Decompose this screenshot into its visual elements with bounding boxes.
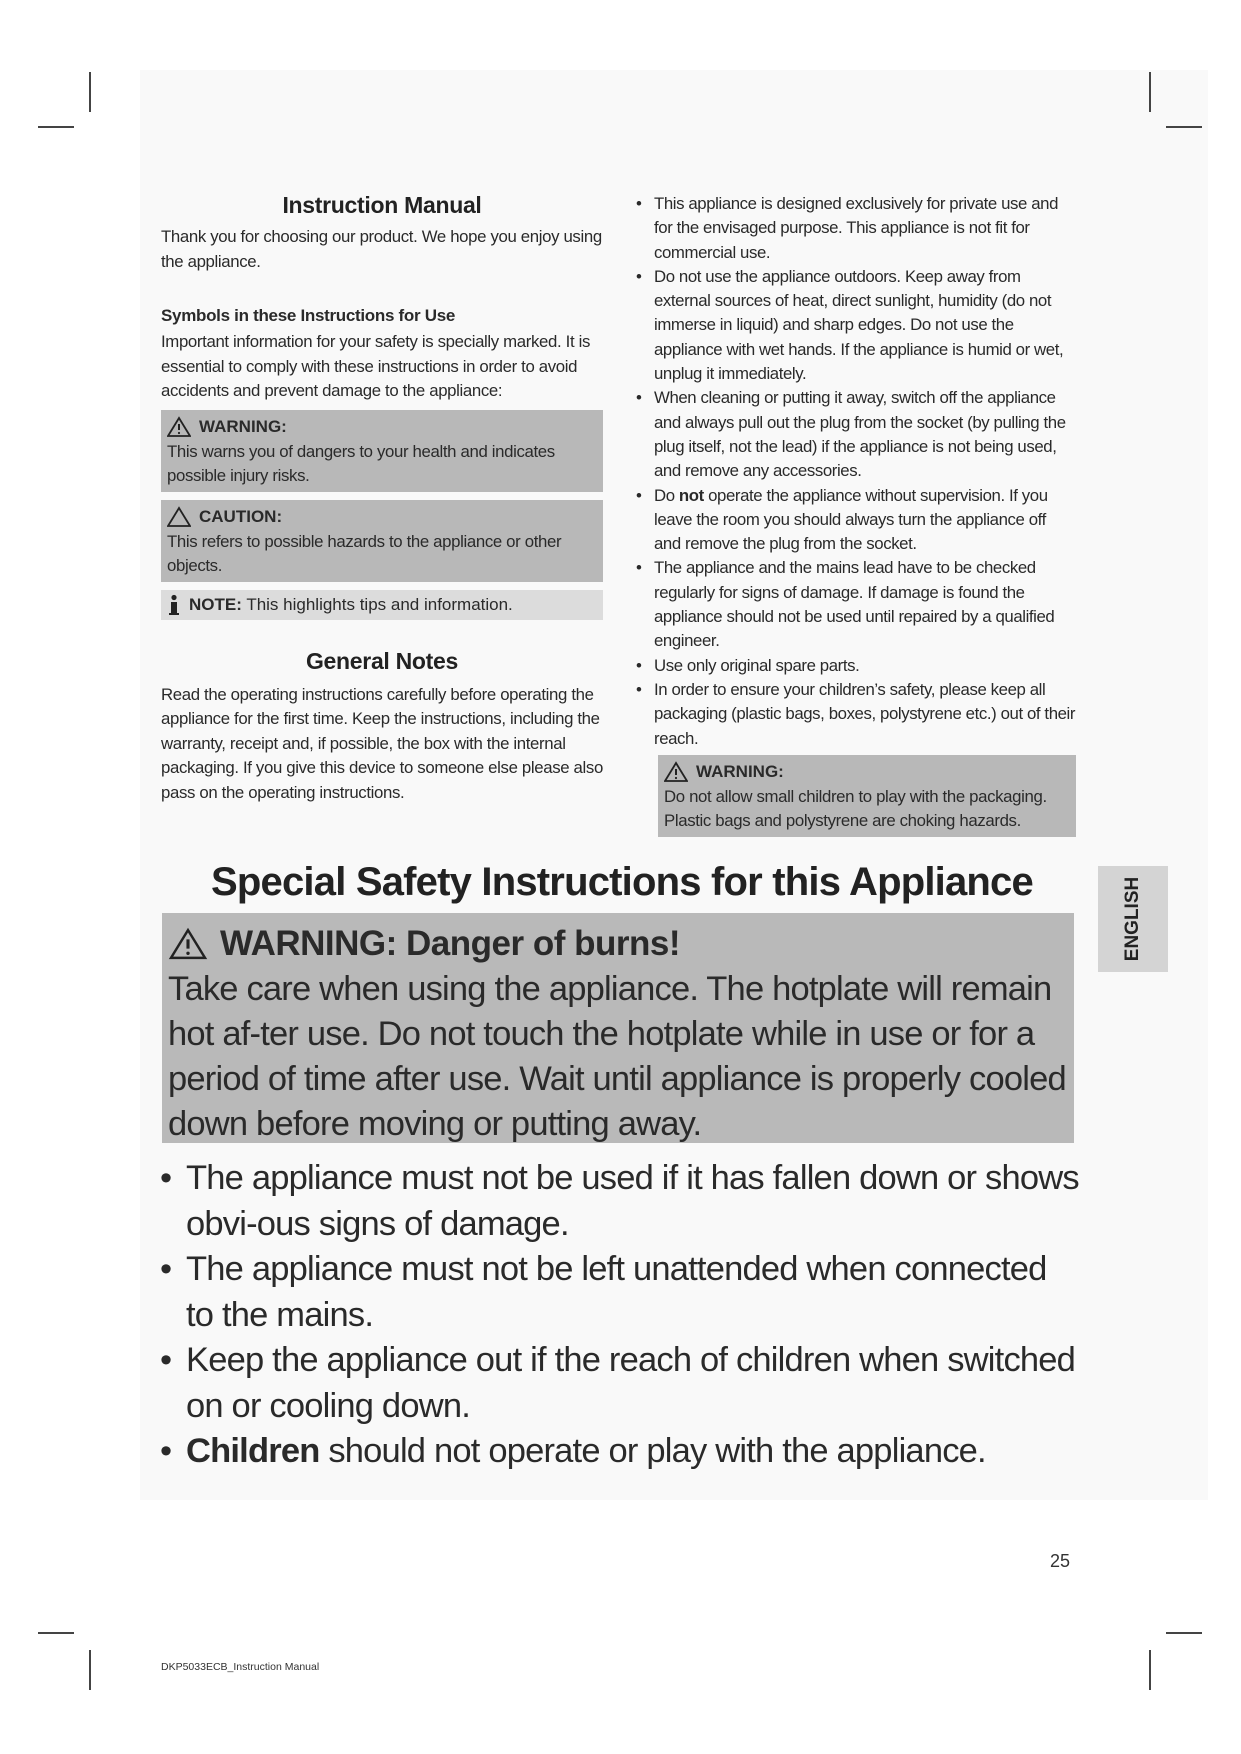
language-tab: ENGLISH — [1098, 866, 1168, 972]
crop-mark — [1166, 126, 1202, 128]
list-item: • This appliance is designed exclusively for private use and for the envisaged purpose. This appliance is not fit for commercial use. — [636, 192, 1076, 265]
warning-triangle-icon — [168, 927, 208, 961]
crop-mark — [89, 72, 91, 112]
safety-bullet-list — [636, 192, 1076, 751]
crop-mark — [1149, 1650, 1151, 1690]
crop-mark — [89, 1650, 91, 1690]
note-label: NOTE: — [189, 594, 242, 614]
packaging-warning-text: Do not allow small children to play with the packaging. Plastic bags and polystyrene are choking hazards. — [664, 786, 1047, 831]
crop-mark — [1166, 1632, 1202, 1634]
info-icon — [167, 594, 181, 616]
special-safety-title: Special Safety Instructions for this Appliance — [211, 860, 1033, 904]
caution-triangle-icon — [167, 506, 191, 528]
list-item: • Do not operate the appliance without supervision. If you leave the room you should always turn the appliance off and remove the plug from the socket. — [636, 484, 1076, 557]
intro-text: Thank you for choosing our product. We hope you enjoy using the appliance. — [161, 227, 602, 271]
burn-warning-heading: WARNING: Danger of burns! — [220, 924, 680, 963]
special-bullet-list — [160, 1156, 1080, 1475]
warning-label: WARNING: — [696, 761, 784, 781]
burn-warning-text: Take care when using the appliance. The hotplate will remain hot af-ter use. Do not touch the hotplate while in use or for a period of time after use. Wait until appliance is properly cooled down before moving or putting away. — [168, 970, 1066, 1143]
list-item: • When cleaning or putting it away, switch off the appliance and always pull out the plug from the socket (by pulling the plug itself, not the lead) if the appliance is not being used, and remove any accessories. — [636, 386, 1076, 483]
list-item: • In order to ensure your children’s safety, please keep all packaging (plastic bags, boxes, polystyrene etc.) out of their reach. — [636, 678, 1076, 751]
warning-label: WARNING: — [199, 416, 287, 436]
list-item: • Do not use the appliance outdoors. Keep away from external sources of heat, direct sunlight, humidity (do not immerse in liquid) and sharp edges. Do not use the appliance with wet hands. If the appliance is humid or wet, unplug it immediately. — [636, 265, 1076, 386]
warning-triangle-icon — [664, 761, 688, 783]
general-notes-text: Read the operating instructions carefully before operating the appliance for the first time. Keep the instructions, including the warranty, receipt and, if possible, the box with the internal packaging. If you give this device to someone else please also pass on the operating instructions. — [161, 684, 603, 802]
warning-box — [161, 410, 603, 492]
caution-label: CAUTION: — [199, 506, 283, 526]
symbols-text: Important information for your safety is specially marked. It is essential to comply with these instructions in order to avoid accidents and prevent damage to the appliance: — [161, 332, 590, 400]
list-item: • Children should not operate or play with the appliance. — [160, 1429, 1080, 1475]
general-notes-title: General Notes — [305, 647, 459, 674]
list-item: • Keep the appliance out if the reach of children when switched on or cooling down. — [160, 1338, 1080, 1429]
caution-box — [161, 500, 603, 582]
left-column — [161, 192, 603, 805]
list-item: • Use only original spare parts. — [636, 654, 1076, 678]
crop-mark — [1149, 72, 1151, 112]
warning-text: This warns you of dangers to your health and indicates possible injury risks. — [167, 441, 555, 485]
list-item: • The appliance must not be used if it has fallen down or shows obvi-ous signs of damage. — [160, 1156, 1080, 1247]
footer-text: DKP5033ECB_Instruction Manual — [161, 1661, 320, 1673]
instruction-manual-title: Instruction Manual — [282, 192, 482, 218]
note-box — [161, 590, 603, 620]
page-number: 25 — [1050, 1551, 1071, 1571]
caution-text: This refers to possible hazards to the appliance or other objects. — [167, 531, 562, 575]
warning-triangle-icon — [167, 416, 191, 438]
crop-mark — [38, 1632, 74, 1634]
list-item: • The appliance must not be left unattended when connected to the mains. — [160, 1247, 1080, 1338]
symbols-heading: Symbols in these Instructions for Use — [161, 306, 456, 325]
note-text: This highlights tips and information. — [246, 594, 513, 614]
list-item: • The appliance and the mains lead have to be checked regularly for signs of damage. If damage is found the appliance should not be used until repaired by a qualified engineer. — [636, 556, 1076, 653]
packaging-warning-box — [658, 755, 1076, 837]
crop-mark — [38, 126, 74, 128]
burn-warning-box — [162, 913, 1074, 1143]
right-column — [636, 192, 1076, 837]
